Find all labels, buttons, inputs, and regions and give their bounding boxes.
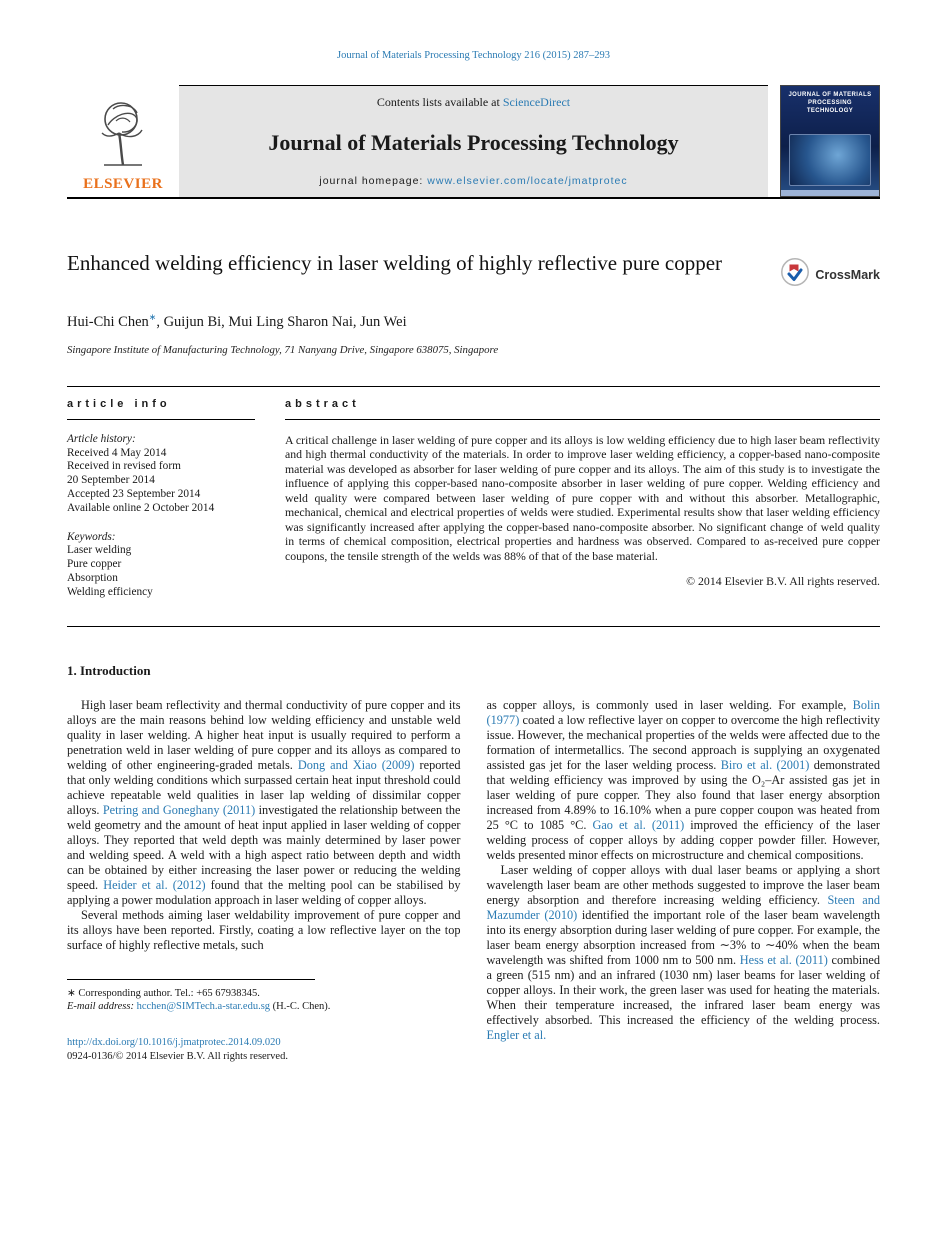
citation-link[interactable]: Heider et al. (2012) [103,877,206,892]
info-abstract-section [67,386,880,627]
citation-link[interactable]: Dong and Xiao (2009) [297,757,415,772]
keyword: Laser welding [67,544,132,557]
body-text: coated a low reflective layer on copper to overcome the high reflectivity issue. However, the mechanical properties of the welds were affected due to the formation of intermetallics. The second approach is supplying an oxygenated assisted gas jet for the laser welding process. [486,712,880,772]
elsevier-tree-icon [90,95,156,174]
citation-link[interactable]: Engler et al. [486,1027,547,1042]
homepage-label: journal homepage: [319,175,428,187]
abstract-column [285,387,880,600]
footnote-rule [67,979,315,980]
contents-line [189,95,758,110]
paragraph [67,908,461,953]
history-line: Accepted 23 September 2014 [67,488,201,501]
crossmark-label: CrossMark [815,267,880,282]
citation-link[interactable]: Hess et al. (2011) [739,952,828,967]
history-line: Received in revised form [67,460,181,473]
keyword: Pure copper [67,558,122,571]
paragraph [487,863,881,1043]
section-heading-introduction: 1. Introduction [67,662,151,678]
issn-copyright-line: 0924-0136/© 2014 Elsevier B.V. All rights reserved. [67,1050,288,1062]
body-columns [67,698,880,1064]
history-line: Received 4 May 2014 [67,446,167,459]
cover-title-text: JOURNAL OF MATERIALS PROCESSING TECHNOLOGY [788,92,872,114]
keyword: Welding efficiency [67,585,153,598]
footnote-block [67,979,461,1014]
body-text: identified the important role of the laser beam wavelength into its energy absorption during laser welding of pure copper. For example, the laser beam energy absorption increased from ∼3% to ∼40% when the beam wavelength was shifted from 1000 nm to 500 nm. [486,907,880,967]
citation-link[interactable]: Steen and Mazumder (2010) [486,892,880,922]
author-list [67,312,880,331]
keyword: Absorption [67,572,118,584]
citation-link[interactable]: Gao et al. (2011) [592,817,685,832]
body-text: investigated the relationship between the weld geometry and the amount of heat input applied in laser welding of copper alloys. They reported that weld depth was mainly determined by laser power and welding speed. A weld with a high aspect ratio between depth and width can be obtained by either increasing the laser power or reducing the welding speed. [67,802,461,892]
body-text: reported that only welding conditions which surpassed certain heat input threshold could achieve repeatable weld qualities in laser lap welding of dissimilar copper alloys. [67,757,461,817]
abstract-heading: abstract [285,387,880,420]
body-text: demonstrated that welding efficiency was improved by using the O₂–Ar assisted gas jet in laser welding of pure copper. They also found that laser energy absorption increased from 4.89% to 16.10% when a pure copper coupon was heated from 25 °C to 1085 °C. [486,757,880,832]
sciencedirect-link[interactable]: ScienceDirect [502,95,571,109]
body-text: combined a green (515 nm) and an infrared (1030 nm) laser beams for laser welding of copper alloys. In their work, the green laser was used for heating the materials. When their temperature increased, the infrared laser beam energy was effectively absorbed. This increased the efficiency of the welding process. [486,952,880,1027]
email-label: E-mail address: [67,1001,134,1013]
email-link[interactable]: hcchen@SIMTech.a-star.edu.sg [136,1001,271,1013]
email-suffix: (H.-C. Chen). [270,1001,331,1013]
copyright-line: © 2014 Elsevier B.V. All rights reserved. [686,574,880,589]
journal-homepage-link[interactable]: www.elsevier.com/locate/jmatprotec [427,175,628,187]
doi-block [67,1036,461,1064]
crossmark-badge[interactable] [780,257,880,292]
affiliation: Singapore Institute of Manufacturing Technology, 71 Nanyang Drive, Singapore 638075, Singapore [67,343,499,356]
article-history [67,433,255,600]
masthead-journal-title: Journal of Materials Processing Technology [268,129,679,155]
elsevier-wordmark: ELSEVIER [83,176,163,192]
citation-link[interactable]: Petring and Goneghany (2011) [102,802,256,817]
article-info-heading: article info [67,387,255,420]
abstract-text: A critical challenge in laser welding of pure copper and its alloys is low welding efficiency due to high laser beam reflectivity and high thermal conductivity of the materials. In order to improve laser welding efficiency, a copper-based nano-composite material was developed as absorber for laser welding of pure copper and its alloys. The aim of this study is to investigate the influence of applying this copper-based nano-composite absorber in laser welding of pure copper. Welding efficiency and weld quality were compared between laser welding of pure copper with and without this absorber. Metallographic, mechanical, chemical and electrical properties of welds were studied. Experimental results show that laser welding efficiency was significantly increased after applying the copper-based nano-composite absorber. No significant change of weld quality in terms of chemical composition, electrical properties and hardness was observed. Compared to as-received pure copper coupons, the tensile strength of the welds was 88% of that of the base material. [285,432,880,563]
title-row [67,249,880,292]
cover-footer-strip [781,190,879,196]
masthead [67,85,880,199]
body-text: Several methods aiming laser weldability improvement of pure copper and its alloys have been reported. Firstly, coating a low reflective layer on the top surface of highly reflective metals, such [67,907,461,952]
journal-cover-thumbnail[interactable] [780,85,880,197]
elsevier-logo[interactable] [67,85,179,197]
body-text: Laser welding of copper alloys with dual laser beams or applying a short wavelength laser beam are other methods suggested to improve the laser beam energy absorption and therefore increasing welding efficiency. [486,862,880,907]
article-info-column [67,387,285,600]
masthead-center [179,85,768,197]
history-line: Available online 2 October 2014 [67,501,215,514]
crossmark-icon [780,257,810,292]
history-line: 20 September 2014 [67,474,155,487]
corresponding-author-mark[interactable]: ∗ [148,312,157,322]
cover-image [789,134,871,186]
right-column [487,698,881,1064]
doi-link[interactable]: http://dx.doi.org/10.1016/j.jmatprotec.2014.09.020 [67,1036,281,1048]
left-column [67,698,461,1064]
journal-ref-link[interactable]: Journal of Materials Processing Technology 216 (2015) 287–293 [337,50,610,61]
paragraph [487,698,881,863]
body-text: High laser beam reflectivity and thermal conductivity of pure copper and its alloys are the main reasons behind low welding efficiency and unstable weld quality in laser welding. A higher heat input is usually required to perform a penetration weld in laser welding of pure copper and its alloys as compared to welding of other engineering-graded metals. [67,697,461,772]
keywords-label: Keywords: [67,530,116,543]
article-history-label: Article history: [67,432,136,445]
contents-line-text: Contents lists available at [376,95,503,109]
citation-link[interactable]: Bolin (1977) [486,697,880,727]
body-text: improved the efficiency of the laser welding process of copper alloys by adding copper powder filler. However, welds presented minor effects on microstructure and chemical compositions. [486,817,880,862]
article-title: Enhanced welding efficiency in laser welding of highly reflective pure copper [67,251,723,275]
citation-link[interactable]: Biro et al. (2001) [720,757,810,772]
author-name: Hui-Chi Chen [67,313,149,330]
corresponding-author-note: ∗ Corresponding author. Tel.: +65 67938345. [67,987,260,999]
body-text: as copper alloys, is commonly used in laser welding. For example, [486,697,853,712]
body-text: found that the melting pool can be stabilised by applying a power modulation approach in laser welding of copper alloys. [67,877,461,907]
email-line [67,1000,461,1014]
paragraph [67,698,461,908]
homepage-line [189,175,758,187]
author-names-rest: , Guijun Bi, Mui Ling Sharon Nai, Jun Wei [156,313,407,330]
